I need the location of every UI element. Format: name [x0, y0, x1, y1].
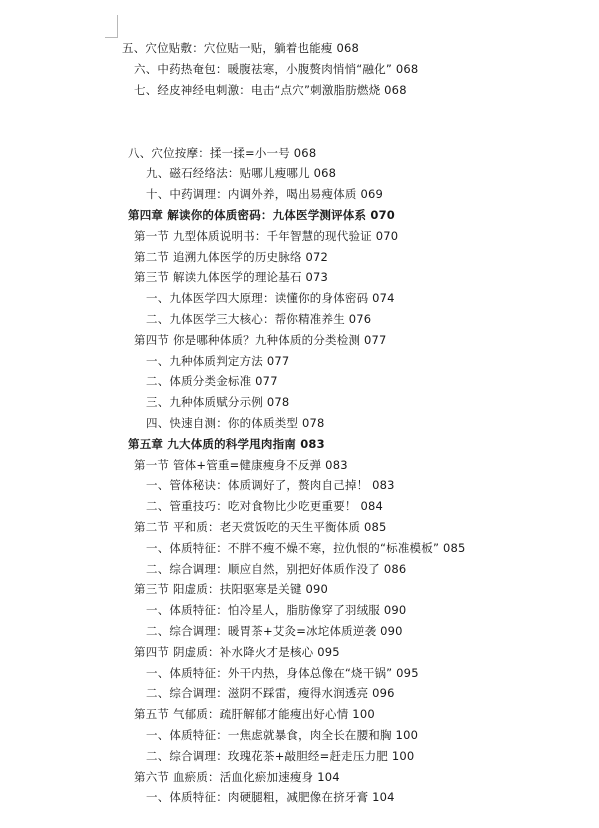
toc-entry[interactable]: 二、综合调理：滋阴不踩雷，瘦得水润透亮 096 — [146, 686, 395, 700]
toc-entry[interactable]: 二、管重技巧：吃对食物比少吃更重要！ 084 — [146, 499, 384, 513]
toc-entry[interactable]: 第三节 解读九体医学的理论基石 073 — [134, 270, 329, 284]
toc-entry[interactable]: 第一节 管体+管重=健康瘦身不反弹 083 — [134, 458, 348, 472]
toc-entry[interactable]: 第二节 平和质：老天赏饭吃的天生平衡体质 085 — [134, 520, 387, 534]
toc-entry[interactable]: 第六节 血瘀质：活血化瘀加速瘦身 104 — [134, 770, 340, 784]
toc-chapter[interactable]: 第五章 九大体质的科学甩肉指南 083 — [128, 437, 325, 451]
toc-chapter[interactable]: 第四章 解读你的体质密码：九体医学测评体系 070 — [128, 208, 396, 222]
toc-entry[interactable]: 一、体质特征：一焦虑就暴食，肉全长在腰和胸 100 — [146, 728, 419, 742]
toc-entry[interactable]: 五、穴位贴敷：穴位贴一贴，躺着也能瘦 068 — [122, 41, 360, 55]
toc-entry[interactable]: 二、体质分类金标准 077 — [146, 374, 278, 388]
toc-entry[interactable]: 一、九体医学四大原理：读懂你的身体密码 074 — [146, 291, 395, 305]
toc-entry[interactable]: 三、九种体质赋分示例 078 — [146, 395, 290, 409]
toc-entry[interactable]: 八、穴位按摩：揉一揉=小一号 068 — [128, 146, 317, 160]
toc-entry[interactable]: 二、综合调理：顺应自然，别把好体质作没了 086 — [146, 562, 407, 576]
toc-entry[interactable]: 十、中药调理：内调外养，喝出易瘦体质 069 — [146, 187, 384, 201]
toc-entry[interactable]: 一、体质特征：外干内热，身体总像在“烧干锅” 095 — [146, 666, 419, 680]
toc-entry[interactable]: 第四节 你是哪种体质？九种体质的分类检测 077 — [134, 333, 387, 347]
toc-entry[interactable]: 一、九种体质判定方法 077 — [146, 354, 290, 368]
toc-entry[interactable]: 第五节 气郁质：疏肝解郁才能瘦出好心情 100 — [134, 707, 375, 721]
toc-entry[interactable]: 一、管体秘诀：体质调好了，赘肉自己掉！ 083 — [146, 478, 395, 492]
toc-entry[interactable]: 第二节 追溯九体医学的历史脉络 072 — [134, 250, 329, 264]
toc-entry[interactable]: 第三节 阳虚质：扶阳驱寒是关键 090 — [134, 582, 329, 596]
toc-entry[interactable]: 第一节 九型体质说明书：千年智慧的现代验证 070 — [134, 229, 399, 243]
toc-entry[interactable]: 第四节 阴虚质：补水降火才是核心 095 — [134, 645, 340, 659]
toc-entry[interactable]: 二、综合调理：暖胃茶+艾灸=冰坨体质逆袭 090 — [146, 624, 403, 638]
toc-entry[interactable]: 六、中药热奄包：暖腹祛寒，小腹赘肉悄悄“融化” 068 — [134, 62, 419, 76]
toc-entry[interactable]: 一、体质特征：怕冷星人，脂肪像穿了羽绒服 090 — [146, 603, 407, 617]
toc-entry[interactable]: 二、综合调理：玫瑰花茶+敲胆经=赶走压力肥 100 — [146, 749, 415, 763]
toc-entry[interactable]: 一、体质特征：肉硬腿粗，减肥像在挤牙膏 104 — [146, 790, 395, 804]
toc-entry[interactable]: 九、磁石经络法：贴哪儿瘦哪儿 068 — [146, 166, 337, 180]
toc-entry[interactable]: 七、经皮神经电刺激：电击“点穴”刺激脂肪燃烧 068 — [134, 83, 407, 97]
toc-entry[interactable]: 二、九体医学三大核心：帮你精准养生 076 — [146, 312, 372, 326]
toc-entry[interactable]: 一、体质特征：不胖不瘦不燥不寒，拉仇恨的“标准模板” 085 — [146, 541, 466, 555]
toc-entry[interactable]: 四、快速自测：你的体质类型 078 — [146, 416, 325, 430]
